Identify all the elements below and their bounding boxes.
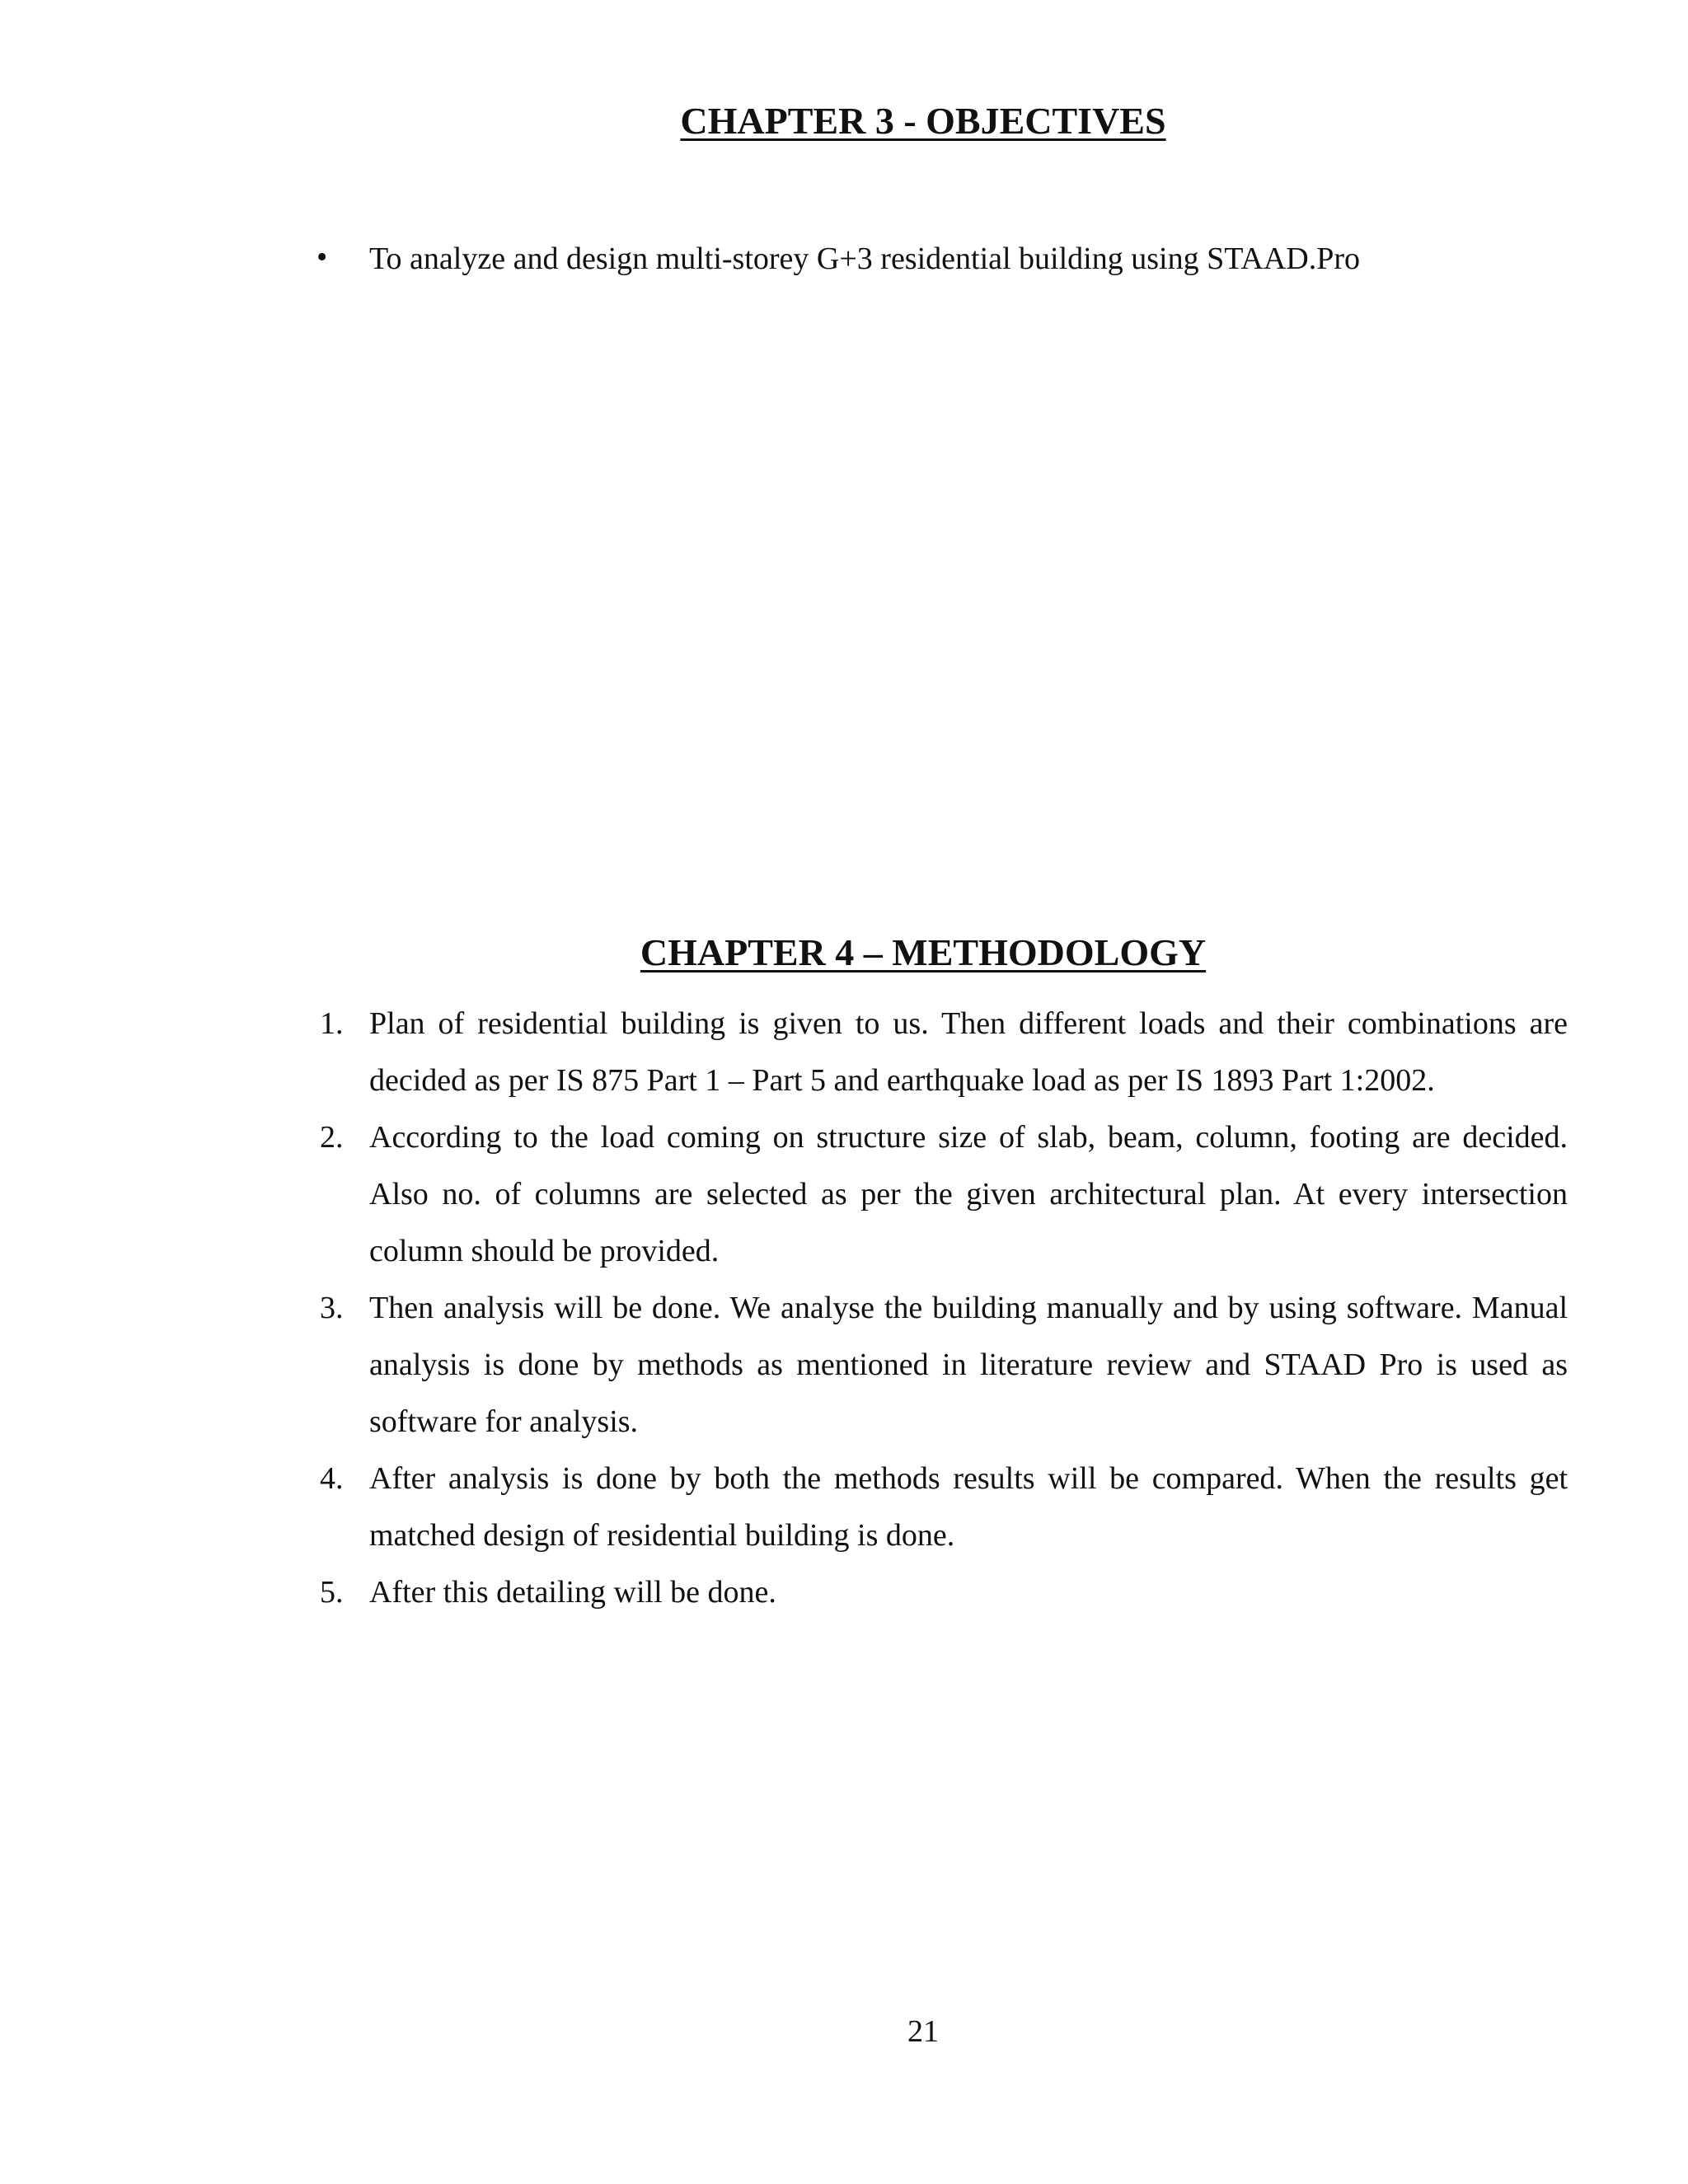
methodology-step-4 [316,1451,1568,1564]
step-number: 4. [320,1461,344,1496]
methodology-step-1 [316,996,1568,1109]
step-number: 5. [320,1575,344,1610]
methodology-step-5 [316,1564,1568,1621]
step-text: Plan of residential building is given to us. Then different loads and their combinations are decided as per IS 875 Part 1 – Part 5 and earthquake load as per IS 1893 Part 1:2002. [369,1006,1568,1098]
methodology-step-2 [316,1109,1568,1280]
step-text: According to the load coming on structure size of slab, beam, column, footing are decided. Also no. of columns are selected as per the given architectural plan. At every intersection column should be provided. [369,1120,1568,1268]
chapter-3-heading: CHAPTER 3 - OBJECTIVES [680,100,1166,142]
methodology-step-3 [316,1280,1568,1451]
step-number: 3. [320,1291,344,1325]
chapter-4-heading: CHAPTER 4 – METHODOLOGY [640,931,1207,973]
step-text: After analysis is done by both the methods results will be compared. When the results get matched design of residential building is done. [369,1461,1568,1553]
page-number: 21 [907,2014,939,2049]
methodology-list [316,996,1568,1621]
objective-text: To analyze and design multi-storey G+3 residential building using STAAD.Pro [369,241,1360,276]
step-number: 2. [320,1120,344,1155]
bullet-icon: • [316,240,328,274]
step-number: 1. [320,1006,344,1041]
step-text: After this detailing will be done. [369,1575,776,1610]
step-text: Then analysis will be done. We analyse the building manually and by using software. Manual analysis is done by methods as mentioned in literature review and STAAD Pro is used as software for analysis. [369,1291,1568,1439]
